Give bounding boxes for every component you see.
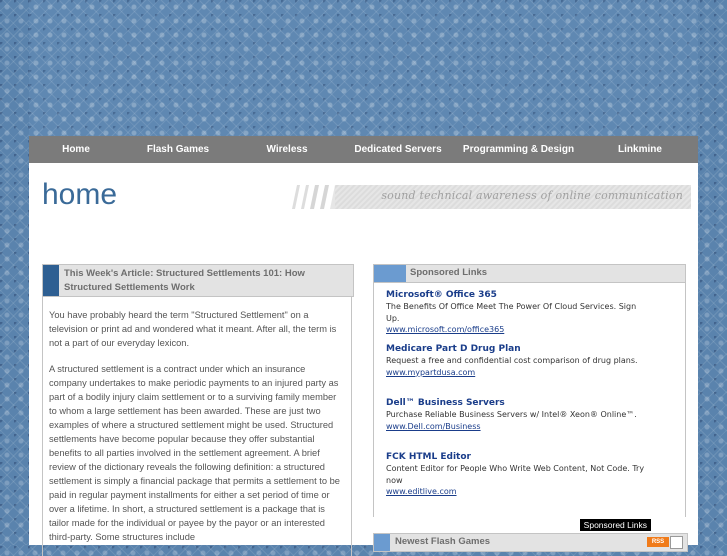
main-nav — [29, 136, 698, 163]
ad-item — [386, 344, 646, 377]
ad-title[interactable]: Medicare Part D Drug Plan — [386, 344, 521, 354]
article-heading: This Week's Article: Structured Settlements 101: How Structured Settlements Work — [64, 268, 305, 293]
ad-url[interactable]: www.microsoft.com/office365 — [386, 325, 505, 334]
flash-games-header — [373, 533, 688, 552]
ad-title[interactable]: FCK HTML Editor — [386, 452, 471, 462]
ad-url[interactable]: www.editlive.com — [386, 487, 457, 496]
sponsored-heading: Sponsored Links — [410, 267, 488, 278]
article-paragraph: You have probably heard the term "Structured Settlement" on a television or print ad and wondered what it meant. After all, the term is not a part of our everyday lexicon. — [49, 310, 337, 348]
page-title: home — [42, 178, 118, 211]
ad-item — [386, 398, 646, 431]
header-banner — [29, 0, 698, 136]
nav-linkmine[interactable]: Linkmine — [618, 144, 662, 155]
nav-wireless[interactable]: Wireless — [266, 144, 308, 155]
ad-item — [386, 290, 646, 334]
site-slogan: sound technical awareness of online communication — [381, 189, 683, 202]
sponsored-panel — [373, 264, 686, 530]
ad-description: The Benefits Of Office Meet The Power Of Cloud Services. Sign Up. — [386, 302, 637, 323]
flash-games-header-tab — [374, 534, 390, 551]
article-body — [42, 296, 352, 556]
ad-description: Purchase Reliable Business Servers w/ Intel® Xeon® Online™. — [386, 410, 637, 419]
expand-icon[interactable] — [670, 536, 683, 549]
article-header-tab — [43, 265, 59, 296]
nav-programming-design[interactable]: Programming & Design — [462, 144, 575, 155]
ad-description: Request a free and confidential cost comparison of drug plans. — [386, 356, 638, 365]
ad-url[interactable]: www.Dell.com/Business — [386, 421, 481, 431]
article-panel — [42, 264, 354, 554]
sponsored-links-badge[interactable]: Sponsored Links — [580, 519, 651, 531]
flash-games-heading: Newest Flash Games — [395, 536, 491, 547]
ad-list — [373, 283, 686, 530]
article-paragraph: A structured settlement is a contract under which an insurance company undertakes to make periodic payments to an injured party as part of a bodily injury claim settlement or to a surviving family member to whom a large settlement has been awarded. These are just two examples of where a structured settlement might be used. Structured settlements have become popular because they offer substantial benefits to all parties involved in the settlement agreement. A brief review of the dictionary reveals the following definition: a structured settlement is simply a financial package that permits a settlement to be paid in regular payment installments for either a set period of time or over a lifetime. In short, a structured settlement is a package that is tailor made for the individual or payee by the payor or an interested third-party. Some structures include — [49, 364, 340, 542]
nav-home[interactable]: Home — [62, 144, 90, 155]
nav-dedicated-servers[interactable]: Dedicated Servers — [354, 144, 442, 155]
page — [29, 0, 698, 545]
sponsored-header — [373, 264, 686, 283]
ad-title[interactable]: Microsoft® Office 365 — [386, 290, 497, 300]
ad-description: Content Editor for People Who Write Web Content, Not Code. Try now — [386, 464, 645, 485]
sponsored-header-tab — [374, 265, 406, 282]
ad-item — [386, 452, 646, 496]
slogan-strip — [291, 185, 691, 209]
rss-icon[interactable]: RSS — [647, 537, 669, 547]
nav-flash-games[interactable]: Flash Games — [146, 144, 210, 155]
ad-title[interactable]: Dell™ Business Servers — [386, 398, 505, 408]
ad-url[interactable]: www.mypartdusa.com — [386, 367, 476, 377]
article-header — [42, 264, 354, 297]
